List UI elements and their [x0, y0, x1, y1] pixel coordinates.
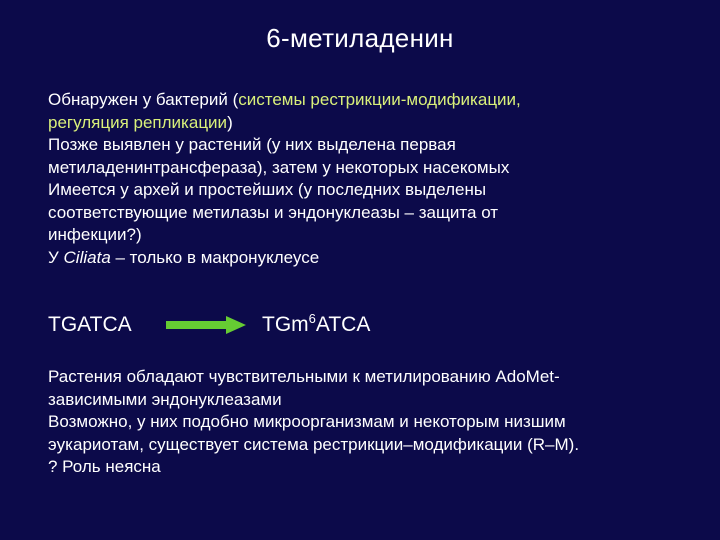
- reaction-product: [262, 310, 370, 340]
- text-fragment: Обнаружен у бактерий (: [48, 90, 239, 109]
- reaction-substrate: TGATCA: [48, 313, 132, 336]
- text-fragment: ): [227, 112, 233, 132]
- text-line: [48, 89, 698, 112]
- text-block-top: [48, 89, 698, 269]
- right-arrow-icon: [166, 316, 246, 334]
- methylation-reaction: [48, 310, 648, 340]
- product-superscript: 6: [308, 311, 316, 326]
- text-line: инфекции?): [48, 225, 142, 244]
- text-line: Имеется у архей и простейших (у последних выделены: [48, 180, 487, 199]
- text-line: соответствующие метилазы и эндонуклеазы – защита от: [48, 202, 499, 222]
- text-line: [48, 112, 698, 135]
- text-line: метиладенинтрансфераза), затем у некоторых насекомых: [48, 157, 510, 177]
- text-block-bottom: [48, 366, 698, 479]
- italic-taxon-name: Ciliata: [63, 247, 111, 267]
- product-part: TGm: [262, 313, 309, 336]
- text-line: [48, 247, 698, 270]
- highlight-text: системы рестрикции-модификации,: [238, 90, 521, 109]
- slide-title: 6-метиладенин: [266, 23, 454, 53]
- text-line: Растения обладают чувствительными к метилированию AdoMet-: [48, 367, 560, 386]
- text-line: зависимыми эндонуклеазами: [48, 389, 282, 409]
- text-line: Позже выявлен у растений (у них выделена первая: [48, 135, 456, 154]
- product-part: ATCA: [315, 313, 371, 336]
- text-fragment: У: [48, 247, 64, 267]
- text-fragment: – только в макронуклеусе: [110, 247, 320, 267]
- highlight-text: регуляция репликации: [48, 112, 228, 132]
- text-line: Возможно, у них подобно микроорганизмам и некоторым низшим: [48, 412, 566, 431]
- text-line: эукариотам, существует система рестрикции–модификации (R–M).: [48, 434, 580, 454]
- text-line: ? Роль неясна: [48, 457, 161, 476]
